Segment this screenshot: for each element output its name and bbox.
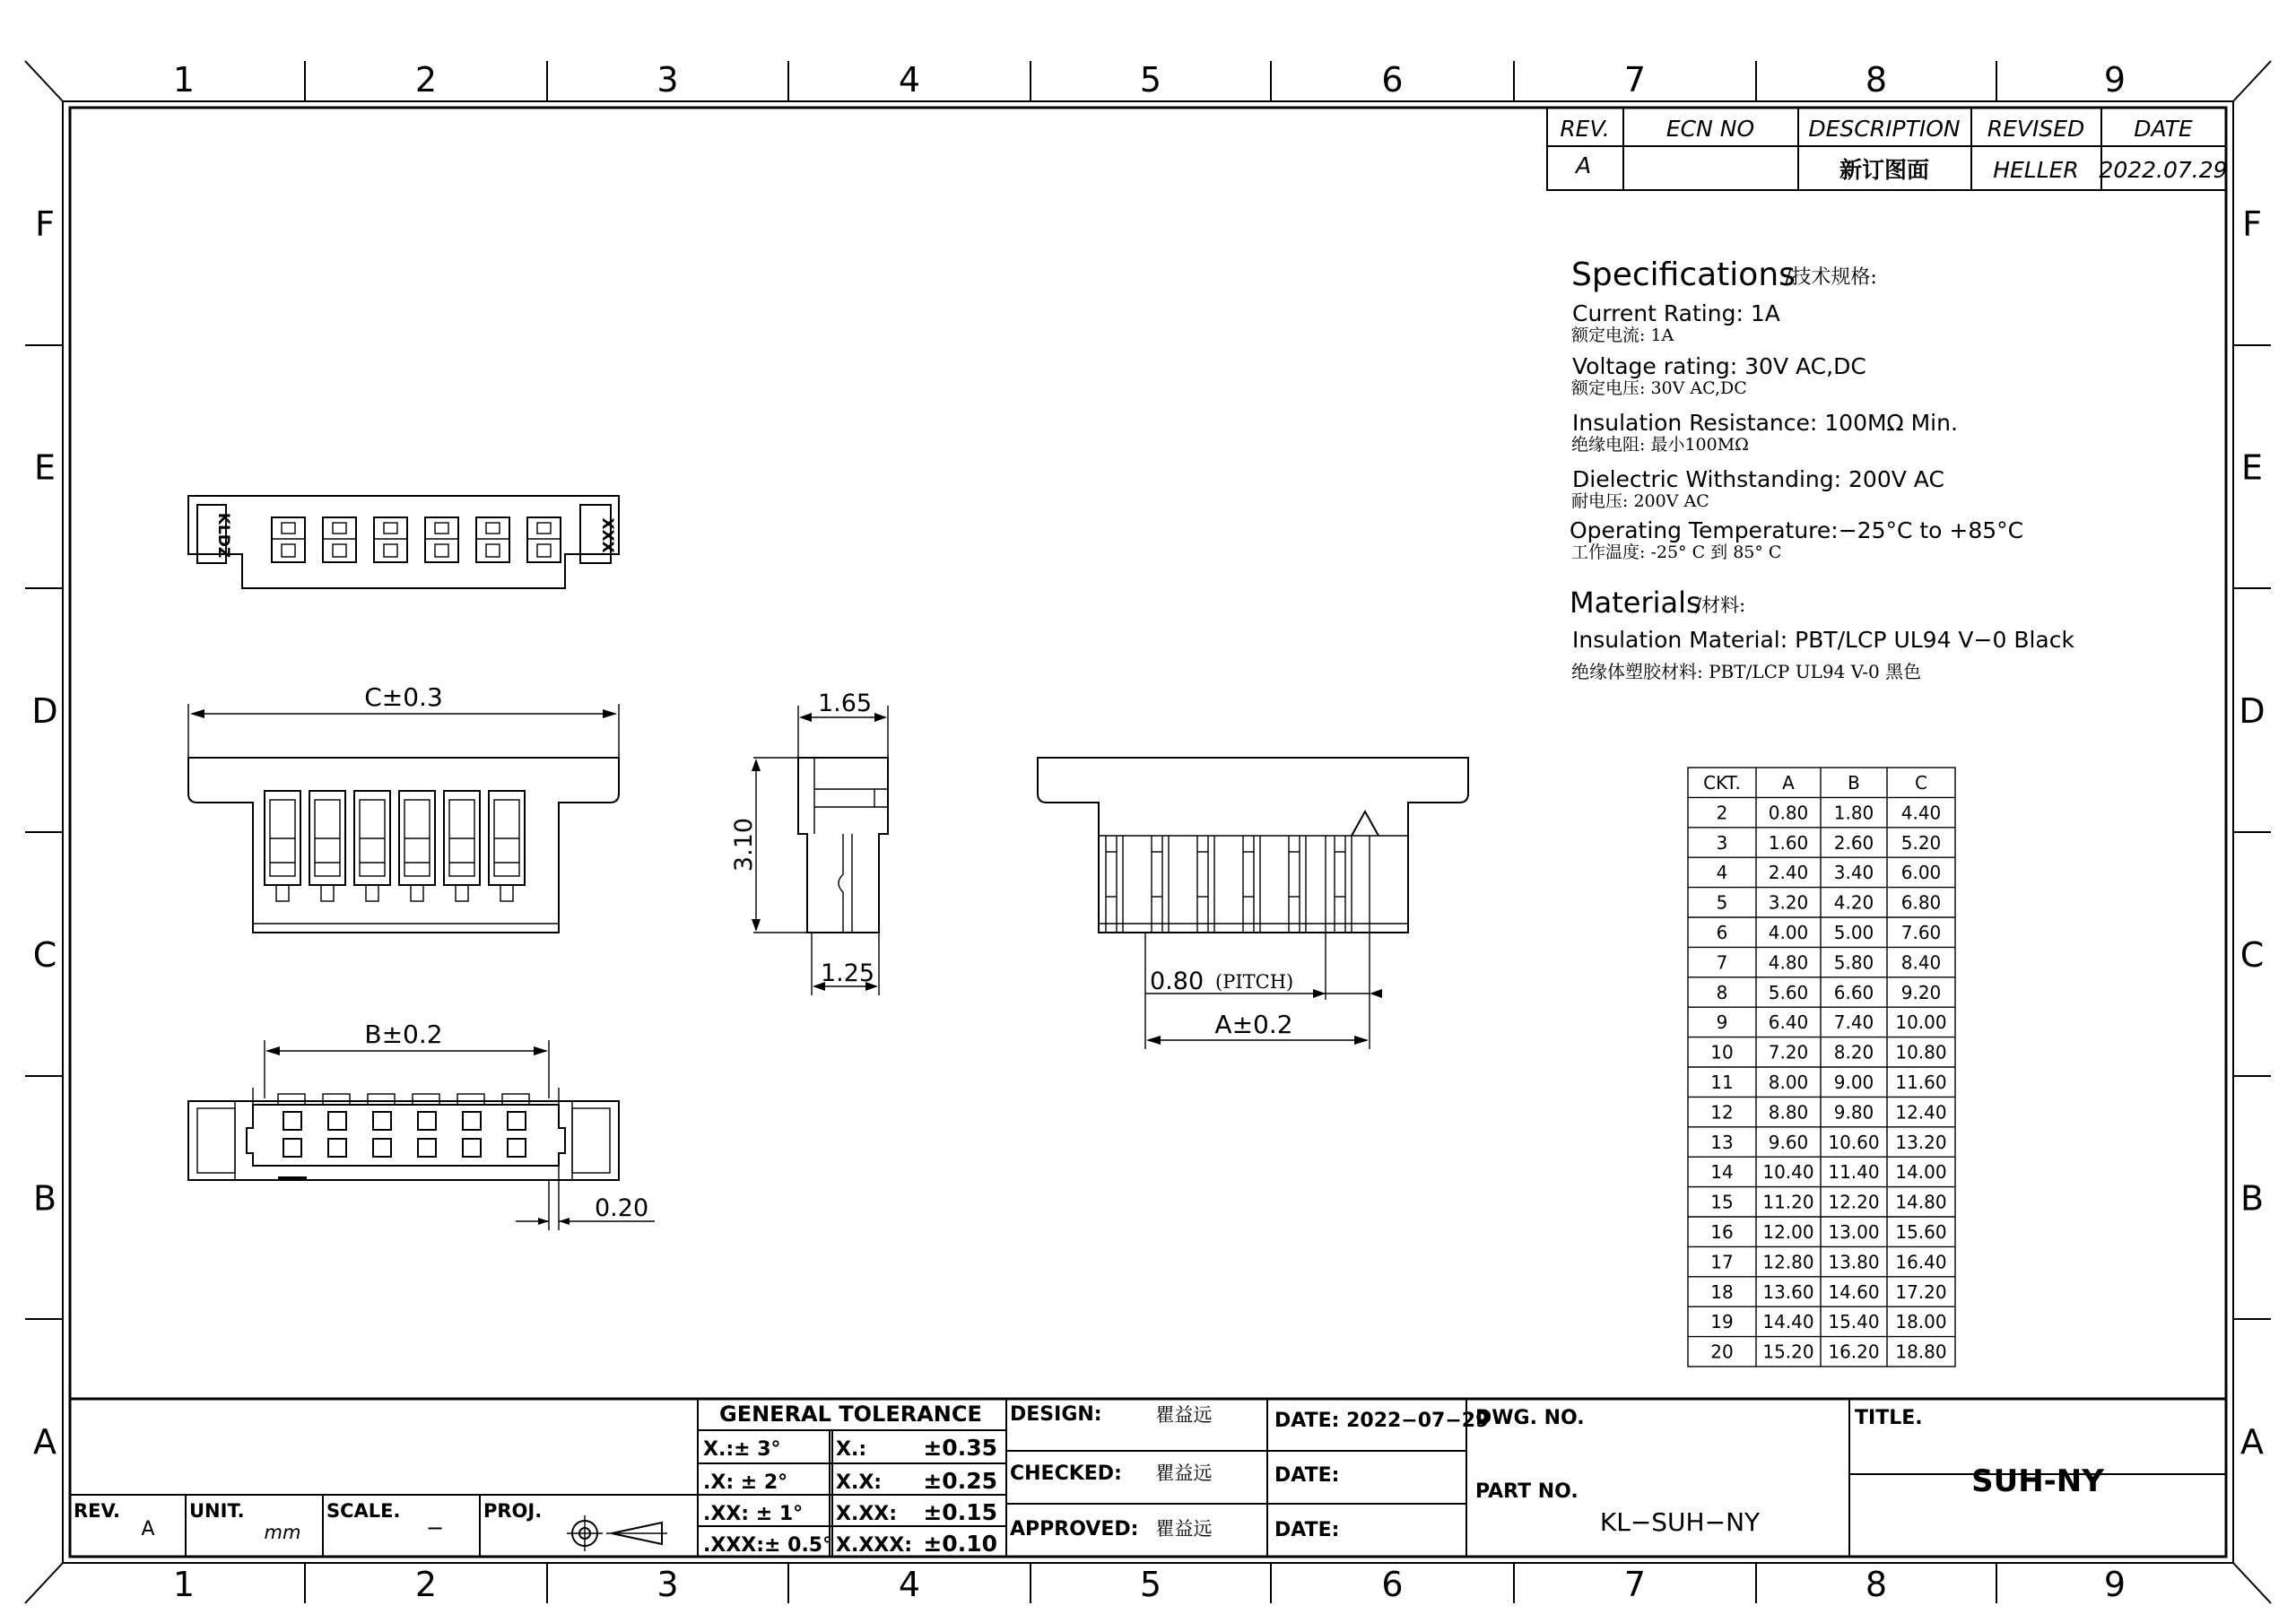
mark-left: KLDZ: [214, 512, 232, 559]
ckt-table-cell: 0.80: [1768, 802, 1809, 824]
rear-view: [1038, 758, 1468, 1049]
ckt-table-cell: 14.80: [1895, 1191, 1947, 1213]
ckt-table-cell: 11.20: [1762, 1191, 1814, 1213]
tolerance-angle: .XX: ± 1°: [703, 1503, 804, 1525]
ckt-table-cell: 7.60: [1900, 922, 1942, 943]
tolerance-value: ±0.25: [923, 1468, 997, 1494]
ckt-table-cell: 13: [1710, 1131, 1734, 1153]
materials-heading-cn: /材料:: [1695, 595, 1746, 616]
top-pin-cavity: [272, 517, 305, 562]
bottom-pin-cavity: [328, 1112, 346, 1130]
part-no-value: KL−SUH−NY: [1599, 1507, 1761, 1537]
ckt-table-cell: 5.20: [1900, 831, 1942, 854]
spec-item-en: Dielectric Withstanding: 200V AC: [1572, 466, 1944, 492]
tolerance-value: ±0.10: [923, 1531, 997, 1557]
zone-col-label: 8: [1865, 60, 1888, 100]
bottom-latch: [368, 1094, 395, 1105]
design-label: DESIGN:: [1010, 1403, 1102, 1426]
scale-value: −: [425, 1515, 445, 1541]
part-no-label: PART NO.: [1475, 1480, 1578, 1503]
ckt-table-cell: 12.00: [1762, 1221, 1814, 1243]
ckt-table-cell: 9.20: [1900, 981, 1942, 1003]
rev-cell: A: [1576, 152, 1592, 178]
tolerance-value: ±0.35: [923, 1435, 997, 1461]
ckt-table-header: B: [1848, 772, 1860, 794]
unit-label: UNIT.: [189, 1500, 245, 1522]
title-block: [70, 1399, 2226, 1557]
ckt-table-cell: 6.60: [1833, 981, 1874, 1003]
rev-cell: HELLER: [1993, 157, 2079, 183]
ckt-table-cell: 1.80: [1833, 802, 1874, 824]
ckt-table-cell: 2.40: [1768, 862, 1809, 884]
spec-item-cn: 工作温度: -25° C 到 85° C: [1571, 542, 1782, 562]
dim-pitch-label: (PITCH): [1215, 971, 1294, 993]
ckt-table-cell: 6: [1716, 922, 1728, 943]
top-pin-cavity: [323, 517, 356, 562]
specs-heading: Specifications: [1571, 256, 1796, 293]
ckt-table-cell: 12.20: [1828, 1191, 1880, 1213]
materials-heading: Materials: [1570, 586, 1701, 620]
ckt-table-cell: 15.40: [1828, 1311, 1880, 1333]
tolerance-key: X.XX:: [836, 1503, 898, 1525]
dim-c-label: C±0.3: [364, 682, 443, 712]
ckt-table-cell: 12.80: [1762, 1251, 1814, 1273]
zone-row-label: C: [2239, 935, 2265, 975]
zone-col-label: 4: [898, 60, 921, 100]
ckt-table: [1688, 768, 1955, 1367]
ckt-table-cell: 14: [1710, 1161, 1734, 1184]
ckt-table-cell: 19: [1710, 1311, 1734, 1333]
bottom-pin-cavity: [508, 1112, 526, 1130]
dim-side-bottom: 1.25: [820, 959, 875, 987]
ckt-table-cell: 15.60: [1895, 1221, 1947, 1243]
ckt-table-cell: 5: [1716, 891, 1728, 914]
material-en: Insulation Material: PBT/LCP UL94 V−0 Black: [1572, 627, 2074, 653]
ckt-table-cell: 20: [1710, 1341, 1734, 1363]
ckt-table-cell: 10.00: [1895, 1011, 1947, 1034]
ckt-table-cell: 5.00: [1833, 922, 1874, 943]
ckt-table-cell: 4.80: [1768, 951, 1809, 974]
ckt-table-cell: 17.20: [1895, 1280, 1947, 1303]
bottom-pin-cavity: [373, 1112, 391, 1130]
checked-label: CHECKED:: [1010, 1462, 1122, 1485]
spec-item-cn: 额定电压: 30V AC,DC: [1571, 378, 1747, 398]
zone-row-label: A: [33, 1422, 57, 1462]
ckt-table-cell: 4.00: [1768, 922, 1809, 943]
ckt-table-cell: 16.40: [1895, 1251, 1947, 1273]
ckt-table-cell: 16.20: [1828, 1341, 1880, 1363]
zone-col-label: 2: [414, 1565, 438, 1604]
side-view: [730, 690, 888, 995]
dim-side-height: 3.10: [730, 817, 758, 872]
mark-right: XXX: [598, 517, 616, 553]
rev-cell: 2022.07.29: [2099, 157, 2228, 183]
ckt-table-cell: 9.80: [1833, 1101, 1874, 1124]
bottom-latch: [413, 1094, 439, 1105]
zone-col-label: 1: [172, 60, 196, 100]
ckt-table-cell: 8.20: [1833, 1041, 1874, 1063]
bottom-latch: [502, 1094, 529, 1105]
ckt-table-cell: 3.20: [1768, 891, 1809, 914]
ckt-table-cell: 10.60: [1828, 1131, 1880, 1153]
checked-value: 瞿益远: [1155, 1462, 1213, 1484]
top-pin-cavity: [527, 517, 561, 562]
dim-a-label: A±0.2: [1214, 1010, 1293, 1039]
zone-col-label: 2: [414, 60, 438, 100]
ckt-table-cell: 9.00: [1833, 1072, 1874, 1093]
zone-row-label: D: [2239, 691, 2266, 731]
ckt-table-cell: 3.40: [1833, 862, 1874, 884]
date-approved: DATE:: [1274, 1519, 1340, 1541]
dim-b-label: B±0.2: [364, 1020, 443, 1049]
ckt-table-cell: 18.00: [1895, 1311, 1947, 1333]
ckt-table-cell: 14.40: [1762, 1311, 1814, 1333]
material-cn: 绝缘体塑胶材料: PBT/LCP UL94 V-0 黑色: [1571, 661, 1922, 682]
ckt-table-cell: 8.00: [1768, 1072, 1809, 1093]
dim-pitch: 0.80: [1150, 968, 1205, 995]
bottom-pin-cavity: [283, 1112, 301, 1130]
ckt-table-cell: 15: [1710, 1191, 1734, 1213]
rev-header: REV.: [1560, 116, 1610, 142]
ckt-table-cell: 4.40: [1900, 802, 1942, 824]
ckt-table-cell: 9.60: [1768, 1131, 1809, 1153]
approved-value: 瞿益远: [1155, 1518, 1213, 1540]
ckt-table-cell: 13.00: [1828, 1221, 1880, 1243]
zone-row-label: D: [31, 691, 58, 731]
ckt-table-cell: 12.40: [1895, 1101, 1947, 1124]
ckt-table-cell: 7: [1716, 951, 1728, 974]
ckt-table-cell: 6.80: [1900, 891, 1942, 914]
ckt-table-cell: 13.80: [1828, 1251, 1880, 1273]
bottom-pin-cavity: [463, 1112, 481, 1130]
tolerance-key: X.:: [836, 1438, 867, 1461]
ckt-table-cell: 5.60: [1768, 981, 1809, 1003]
ckt-table-cell: 13.20: [1895, 1131, 1947, 1153]
revision-block: [1547, 108, 2228, 190]
zone-col-label: 1: [172, 1565, 196, 1604]
zone-row-label: E: [33, 447, 57, 488]
spec-item-cn: 耐电压: 200V AC: [1571, 491, 1709, 511]
ckt-table-cell: 2.60: [1833, 831, 1874, 854]
zone-column-labels-bottom: [173, 1565, 2126, 1604]
zone-col-label: 3: [657, 60, 679, 100]
ckt-table-cell: 14.60: [1828, 1280, 1880, 1303]
unit-value: mm: [264, 1522, 301, 1543]
zone-row-label: A: [2240, 1422, 2264, 1462]
ckt-table-cell: 6.40: [1768, 1011, 1809, 1034]
ckt-table-cell: 8.40: [1900, 951, 1942, 974]
ckt-table-cell: 8.80: [1768, 1101, 1809, 1124]
top-pin-cavity: [374, 517, 407, 562]
spec-item-en: Voltage rating: 30V AC,DC: [1572, 353, 1866, 379]
zone-row-label: F: [2242, 204, 2262, 244]
design-value: 瞿益远: [1155, 1404, 1213, 1426]
top-pin-cavity: [425, 517, 458, 562]
rev-value: A: [141, 1518, 155, 1541]
tolerance-angle: X.:± 3°: [703, 1438, 781, 1461]
zone-row-label: E: [2240, 447, 2264, 488]
ckt-table-cell: 4.20: [1833, 891, 1874, 914]
ckt-table-cell: 11.60: [1895, 1072, 1947, 1093]
ckt-table-cell: 4: [1716, 862, 1728, 884]
ckt-table-cell: 7.20: [1768, 1041, 1809, 1063]
bottom-latch: [278, 1094, 305, 1105]
tolerance-key: X.X:: [836, 1471, 883, 1494]
date-checked: DATE:: [1274, 1464, 1340, 1487]
ckt-table-header: C: [1915, 772, 1927, 794]
ckt-table-cell: 13.60: [1762, 1280, 1814, 1303]
spec-item-en: Operating Temperature:−25°C to +85°C: [1570, 517, 2024, 543]
spec-item-en: Current Rating: 1A: [1572, 300, 1780, 326]
zone-col-label: 5: [1139, 60, 1162, 100]
ckt-table-cell: 16: [1710, 1221, 1734, 1243]
tolerance-key: X.XXX:: [836, 1534, 913, 1557]
front-view: [188, 682, 619, 933]
zone-row-label: B: [32, 1178, 57, 1219]
top-view: [188, 496, 619, 588]
bottom-view: [188, 1020, 655, 1230]
tolerance-angle: .X: ± 2°: [703, 1471, 788, 1494]
zone-col-label: 7: [1623, 60, 1647, 100]
ckt-table-cell: 7.40: [1833, 1011, 1874, 1034]
dim-gap: 0.20: [595, 1194, 649, 1222]
zone-col-label: 3: [657, 1565, 679, 1604]
spec-item-en: Insulation Resistance: 100MΩ Min.: [1572, 410, 1958, 436]
ckt-table-cell: 9: [1716, 1011, 1728, 1034]
ckt-table-cell: 18.80: [1895, 1341, 1947, 1363]
tolerance-heading: GENERAL TOLERANCE: [719, 1402, 982, 1427]
ckt-table-cell: 18: [1710, 1280, 1734, 1303]
ckt-table-cell: 10: [1710, 1041, 1734, 1063]
zone-column-labels-top: [173, 60, 2126, 100]
tolerance-value: ±0.15: [923, 1499, 997, 1525]
top-pin-cavity: [476, 517, 509, 562]
zone-col-label: 7: [1623, 1565, 1647, 1604]
scale-label: SCALE.: [326, 1500, 401, 1522]
zone-row-label: F: [35, 204, 55, 244]
tolerance-angle: .XXX:± 0.5°: [703, 1534, 833, 1557]
zone-col-label: 6: [1381, 1565, 1404, 1604]
dwg-no-label: DWG. NO.: [1475, 1407, 1585, 1429]
ckt-table-cell: 3: [1716, 831, 1728, 854]
date-design: DATE: 2022−07−29: [1274, 1410, 1490, 1432]
rev-header: DATE: [2134, 116, 2193, 142]
ckt-table-cell: 2: [1716, 802, 1728, 824]
ckt-table-header: A: [1782, 772, 1795, 794]
spec-item-cn: 绝缘电阻: 最小100MΩ: [1571, 435, 1749, 455]
ckt-table-cell: 17: [1710, 1251, 1734, 1273]
ckt-table-cell: 1.60: [1768, 831, 1809, 854]
zone-col-label: 9: [2103, 60, 2126, 100]
ckt-table-cell: 11.40: [1828, 1161, 1880, 1184]
bottom-latch: [457, 1094, 484, 1105]
zone-col-label: 9: [2103, 1565, 2126, 1604]
ckt-table-cell: 8: [1716, 981, 1728, 1003]
specifications-block: [1570, 256, 2074, 682]
spec-item-cn: 额定电流: 1A: [1571, 325, 1674, 345]
zone-col-label: 6: [1381, 60, 1404, 100]
title-label: TITLE.: [1855, 1407, 1923, 1429]
zone-row-label: B: [2239, 1178, 2265, 1219]
rev-header: REVISED: [1987, 116, 2085, 142]
title-value: SUH-NY: [1971, 1463, 2104, 1499]
ckt-table-cell: 12: [1710, 1101, 1734, 1124]
rev-header: DESCRIPTION: [1808, 116, 1961, 142]
bottom-pin-cavity: [418, 1112, 436, 1130]
zone-col-label: 5: [1139, 1565, 1162, 1604]
specs-heading-cn: /技术规格:: [1785, 266, 1877, 289]
bottom-latch: [323, 1094, 350, 1105]
zone-row-label: C: [32, 935, 57, 975]
ckt-table-cell: 11: [1710, 1072, 1734, 1093]
ckt-table-cell: 10.80: [1895, 1041, 1947, 1063]
rev-label: REV.: [74, 1500, 121, 1522]
ckt-table-cell: 14.00: [1895, 1161, 1947, 1184]
ckt-table-header: CKT.: [1703, 772, 1741, 794]
dim-side-width: 1.65: [817, 690, 873, 717]
rev-cell: 新订图面: [1839, 157, 1930, 183]
rev-header: ECN NO: [1665, 116, 1755, 142]
ckt-table-cell: 6.00: [1900, 862, 1942, 884]
zone-col-label: 8: [1865, 1565, 1888, 1604]
proj-label: PROJ.: [483, 1500, 543, 1522]
ckt-table-cell: 15.20: [1762, 1341, 1814, 1363]
ckt-table-cell: 5.80: [1833, 951, 1874, 974]
ckt-table-cell: 10.40: [1762, 1161, 1814, 1184]
approved-label: APPROVED:: [1010, 1518, 1139, 1541]
zone-col-label: 4: [898, 1565, 921, 1604]
projection-symbol-icon: [567, 1515, 667, 1551]
